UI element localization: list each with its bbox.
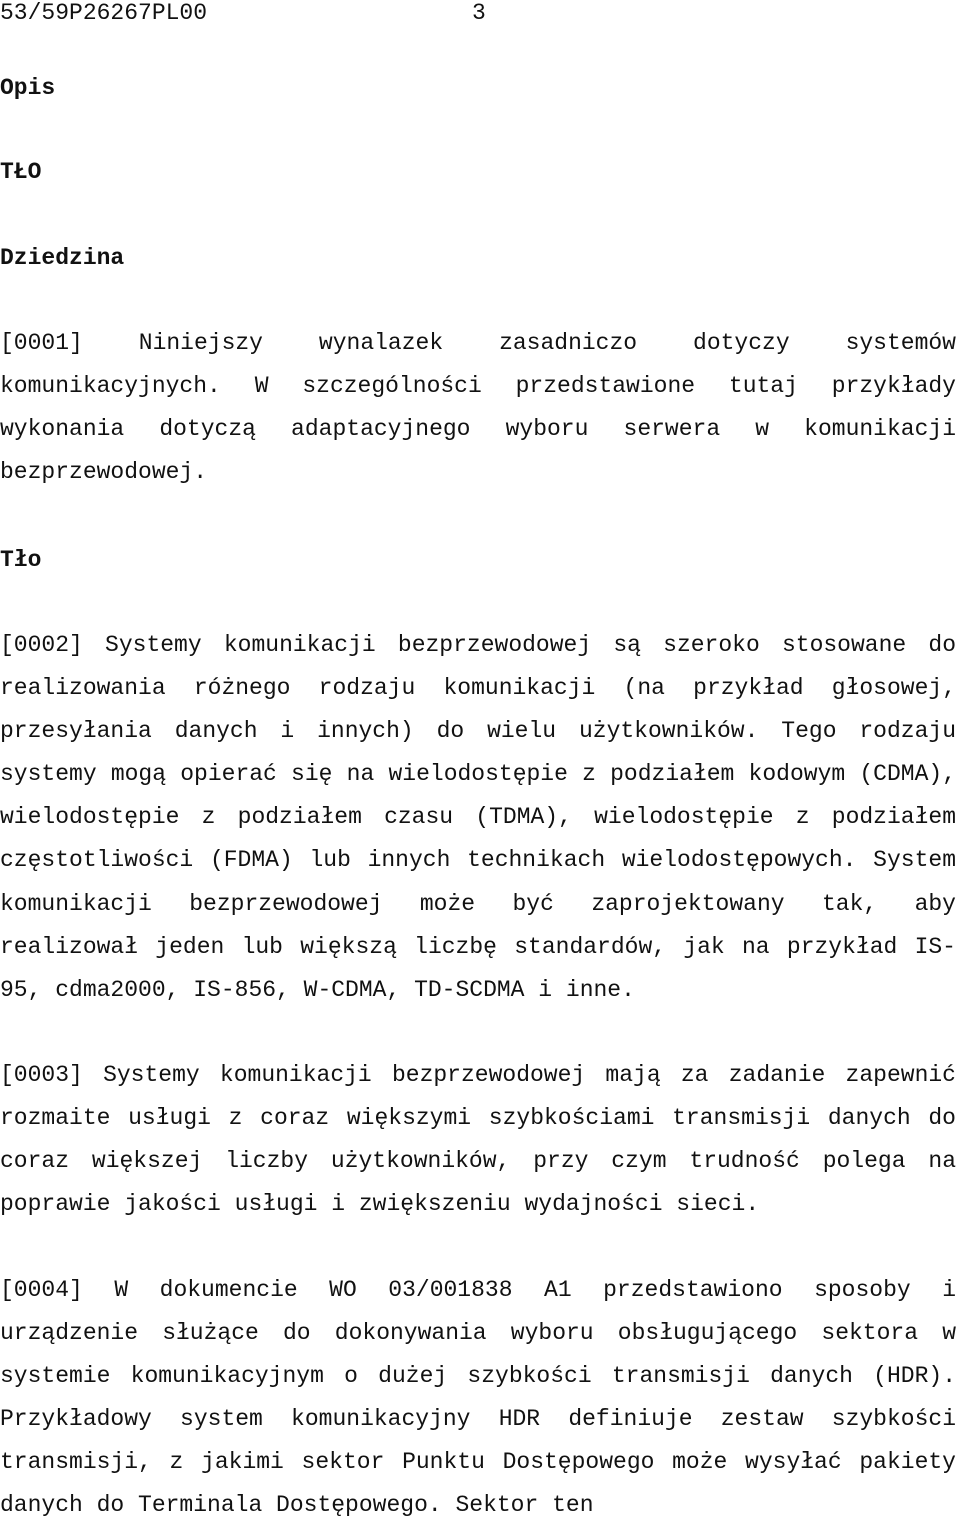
- paragraph-0003: [0, 1054, 956, 1226]
- paragraph-number: [0002]: [0, 632, 83, 658]
- heading-opis: Opis: [0, 75, 56, 101]
- paragraph-text: Systemy komunikacji bezprzewodowej są szeroko stosowane do realizowania różnego rodzaju komunikacji (na przykład głosowej, przesyłania danych i innych) do wielu użytkowników. Tego rodzaju systemy mogą opierać się na wielodostępie z podziałem kodowym (CDMA), wielodostępie z podziałem czasu (TDMA), wielodostępie z podziałem częstotliwości (FDMA) lub innych technikach wielodostępowych. System komunikacji bezprzewodowej może być zaprojektowany tak, aby realizował jeden lub większą liczbę standardów, jak na przykład IS-95, cdma2000, IS-856, W-CDMA, TD-SCDMA i inne.: [0, 632, 957, 1003]
- paragraph-0001: [0, 322, 956, 494]
- heading-tlo: Tło: [0, 547, 42, 573]
- paragraph-number: [0004]: [0, 1277, 83, 1303]
- page-number: 3: [472, 0, 486, 26]
- heading-tlo-upper: TŁO: [0, 159, 42, 185]
- paragraph-0002: [0, 624, 956, 1012]
- paragraph-number: [0003]: [0, 1062, 83, 1088]
- paragraph-text: W dokumencie WO 03/001838 A1 przedstawiono sposoby i urządzenie służące do dokonywania wyboru obsługującego sektora w systemie komunikacyjnym o dużej szybkości transmisji danych (HDR). Przykładowy system komunikacyjny HDR definiuje zestaw szybkości transmisji, z jakimi sektor Punktu Dostępowego może wysyłać pakiety danych do Terminala Dostępowego. Sektor ten: [0, 1277, 956, 1519]
- paragraph-0004: [0, 1269, 956, 1528]
- heading-dziedzina: Dziedzina: [0, 245, 125, 271]
- document-id: 53/59P26267PL00: [0, 0, 208, 26]
- paragraph-text: Systemy komunikacji bezprzewodowej mają za zadanie zapewnić rozmaite usługi z coraz większymi szybkościami transmisji danych do coraz większej liczby użytkowników, przy czym trudność polega na poprawie jakości usługi i zwiększeniu wydajności sieci.: [0, 1062, 956, 1218]
- page-header: [0, 0, 956, 26]
- paragraph-text: Niniejszy wynalazek zasadniczo dotyczy systemów komunikacyjnych. W szczególności przedstawione tutaj przykłady wykonania dotyczą adaptacyjnego wyboru serwera w komunikacji bezprzewodowej.: [0, 330, 956, 486]
- paragraph-number: [0001]: [0, 330, 83, 356]
